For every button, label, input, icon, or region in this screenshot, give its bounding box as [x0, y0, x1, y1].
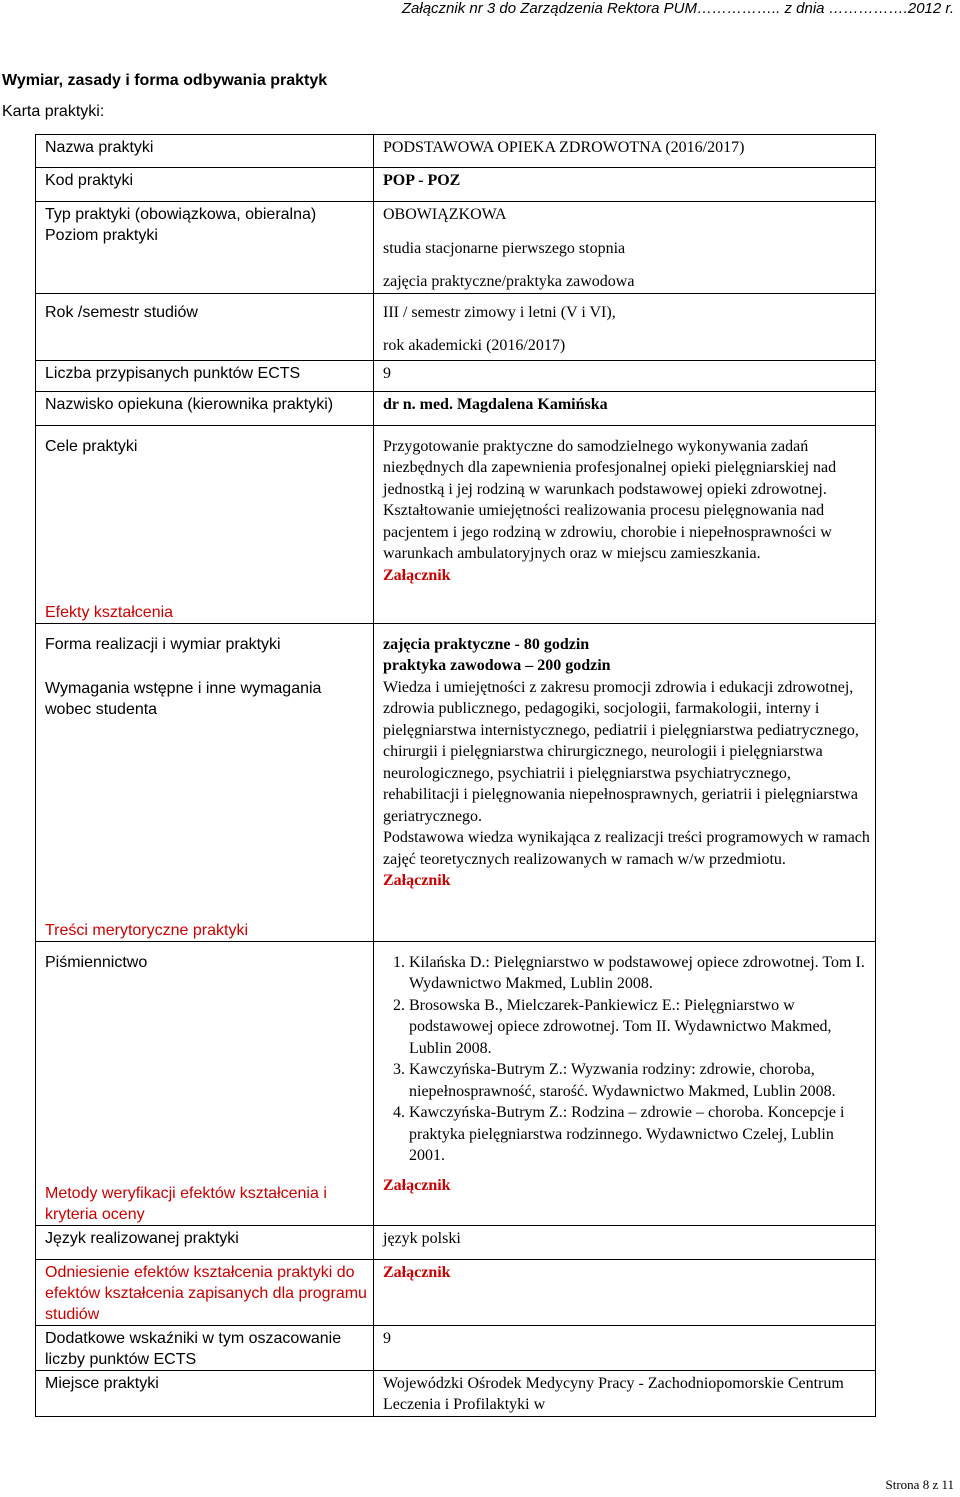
- value-rok-2: rok akademicki (2016/2017): [383, 337, 566, 354]
- card-subtitle: Karta praktyki:: [2, 103, 105, 120]
- label-jezyk: Język realizowanej praktyki: [36, 1225, 374, 1259]
- row-pismiennictwo-metody: [36, 941, 876, 1225]
- row-rok: [36, 293, 876, 360]
- label-opiekun: Nazwisko opiekuna (kierownika praktyki): [36, 391, 374, 425]
- value-tresci: Załącznik: [383, 872, 451, 889]
- value-forma-cell: [374, 623, 876, 941]
- value-kod: POP - POZ: [374, 168, 876, 202]
- label-forma-cell: [36, 623, 374, 941]
- row-odniesienie: [36, 1259, 876, 1325]
- value-cele-efekty-cell: [374, 425, 876, 623]
- label-dodatkowe: Dodatkowe wskaźniki w tym oszacowanie liczby punktów ECTS: [36, 1325, 374, 1370]
- label-typ-poziom-cell: [36, 202, 374, 294]
- label-poziom: Poziom praktyki: [45, 227, 158, 244]
- value-typ-poziom-cell: [374, 202, 876, 294]
- row-ects: [36, 360, 876, 391]
- label-forma: Forma realizacji i wymiar praktyki: [45, 635, 281, 653]
- value-wymagania-2: Podstawowa wiedza wynikająca z realizacji treści programowych w ramach zajęć teoretycznych realizowanych w ramach w/w przedmiotu.: [383, 829, 870, 868]
- value-efekty: Załącznik: [383, 566, 451, 584]
- label-ects: Liczba przypisanych punktów ECTS: [36, 360, 374, 391]
- label-odniesienie: Odniesienie efektów kształcenia praktyki do efektów kształcenia zapisanych dla programu studiów: [36, 1259, 374, 1325]
- value-opiekun: dr n. med. Magdalena Kamińska: [374, 391, 876, 425]
- value-rok-cell: [374, 293, 876, 360]
- label-typ: Typ praktyki (obowiązkowa, obieralna): [45, 206, 317, 223]
- value-poziom-2: zajęcia praktyczne/praktyka zawodowa: [383, 273, 635, 290]
- label-pismiennictwo: Piśmiennictwo: [45, 953, 148, 971]
- value-rok-1: III / semestr zimowy i letni (V i VI),: [383, 303, 616, 321]
- label-rok: Rok /semestr studiów: [36, 293, 374, 360]
- row-cele-efekty: [36, 425, 876, 623]
- row-opiekun: [36, 391, 876, 425]
- value-cele-2: Kształtowanie umiejętności realizowania procesu pielęgnowania nad pacjentem i jego rodziną w zdrowiu, chorobie i niepełnosprawności w warunkach ambulatoryjnych oraz w miejscu zamieszkania.: [383, 502, 832, 562]
- value-forma-1: zajęcia praktyczne - 80 godzin: [383, 635, 590, 653]
- label-kod: Kod praktyki: [36, 168, 374, 202]
- value-forma-2: praktyka zawodowa – 200 godzin: [383, 657, 611, 674]
- value-metody: Załącznik: [383, 1176, 451, 1194]
- value-dodatkowe: 9: [374, 1325, 876, 1370]
- value-cele-1: Przygotowanie praktyczne do samodzielnego wykonywania zadań niezbędnych dla zapewnienia profesjonalnej opieki pielęgniarskiej nad jednostką i jej rodziną w warunkach podstawowej opieki zdrowotnej.: [383, 437, 837, 498]
- reference-list: [383, 952, 871, 1167]
- reference-item: 3. Kawczyńska-Butrym Z.: Wyzwania rodziny: zdrowie, choroba, niepełnosprawność, starość. Wydawnictwo Makmed, Lublin 2008.: [409, 1059, 871, 1102]
- label-efekty: Efekty kształcenia: [45, 603, 174, 621]
- value-poziom-1: studia stacjonarne pierwszego stopnia: [383, 239, 626, 257]
- reference-item: 4. Kawczyńska-Butrym Z.: Rodzina – zdrowie – choroba. Koncepcje i praktyka pielęgniarstwa rodzinnego. Wydawnictwo Czelej, Lublin 2001.: [409, 1102, 871, 1167]
- row-typ-poziom: [36, 202, 876, 294]
- value-odniesienie: Załącznik: [374, 1259, 876, 1325]
- value-jezyk: język polski: [374, 1225, 876, 1259]
- page-number: Strona 8 z 11: [885, 1477, 954, 1492]
- label-wymagania: Wymagania wstępne i inne wymagania wobec studenta: [45, 679, 322, 718]
- row-kod: [36, 168, 876, 202]
- label-cele-efekty-cell: [36, 425, 374, 623]
- row-jezyk: [36, 1225, 876, 1259]
- row-forma-wymagania-tresci: [36, 623, 876, 941]
- label-tresci: Treści merytoryczne praktyki: [45, 921, 248, 939]
- value-ects: 9: [374, 360, 876, 391]
- reference-item: 2. Brosowska B., Mielczarek-Pankiewicz E.: Pielęgniarstwo w podstawowej opiece zdrowotnej. Tom II. Wydawnictwo Makmed, Lublin 2008.: [409, 995, 871, 1060]
- row-miejsce: [36, 1370, 876, 1416]
- value-nazwa: PODSTAWOWA OPIEKA ZDROWOTNA (2016/2017): [374, 135, 876, 168]
- reference-item: 1. Kilańska D.: Pielęgniarstwo w podstawowej opiece zdrowotnej. Tom I. Wydawnictwo Makmed, Lublin 2008.: [409, 952, 871, 995]
- label-metody: Metody weryfikacji efektów kształcenia i kryteria oceny: [45, 1184, 327, 1223]
- page-title: Wymiar, zasady i forma odbywania praktyk: [2, 72, 328, 89]
- page-header: Załącznik nr 3 do Zarządzenia Rektora PUM…………….. z dnia …………….2012 r.: [401, 0, 954, 17]
- row-dodatkowe: [36, 1325, 876, 1370]
- value-pismiennictwo-cell: [374, 941, 876, 1225]
- label-miejsce: Miejsce praktyki: [36, 1370, 374, 1416]
- practice-card-table: [35, 134, 876, 1417]
- label-pismiennictwo-cell: [36, 941, 374, 1225]
- value-wymagania-1: Wiedza i umiejętności z zakresu promocji zdrowia i edukacji zdrowotnej, zdrowia publicznego, pedagogiki, socjologii, farmakologii, interny i pielęgniarstwa internistycznego, pediatrii i pielęgniarstwa pediatrycznego, chirurgii i pielęgniarstwa chirurgicznego, neurologii i pielęgniarstwa neurologicznego, psychiatrii i pielęgniarstwa psychiatrycznego, rehabilitacji i pielęgnowania niepełnosprawnych, geriatrii i pielęgniarstwa geriatrycznego.: [383, 678, 859, 825]
- value-miejsce: Wojewódzki Ośrodek Medycyny Pracy - Zachodniopomorskie Centrum Leczenia i Profilaktyki w: [374, 1370, 876, 1416]
- label-cele: Cele praktyki: [45, 437, 138, 455]
- label-nazwa: Nazwa praktyki: [36, 135, 374, 168]
- row-nazwa: [36, 135, 876, 168]
- value-typ: OBOWIĄZKOWA: [383, 206, 507, 223]
